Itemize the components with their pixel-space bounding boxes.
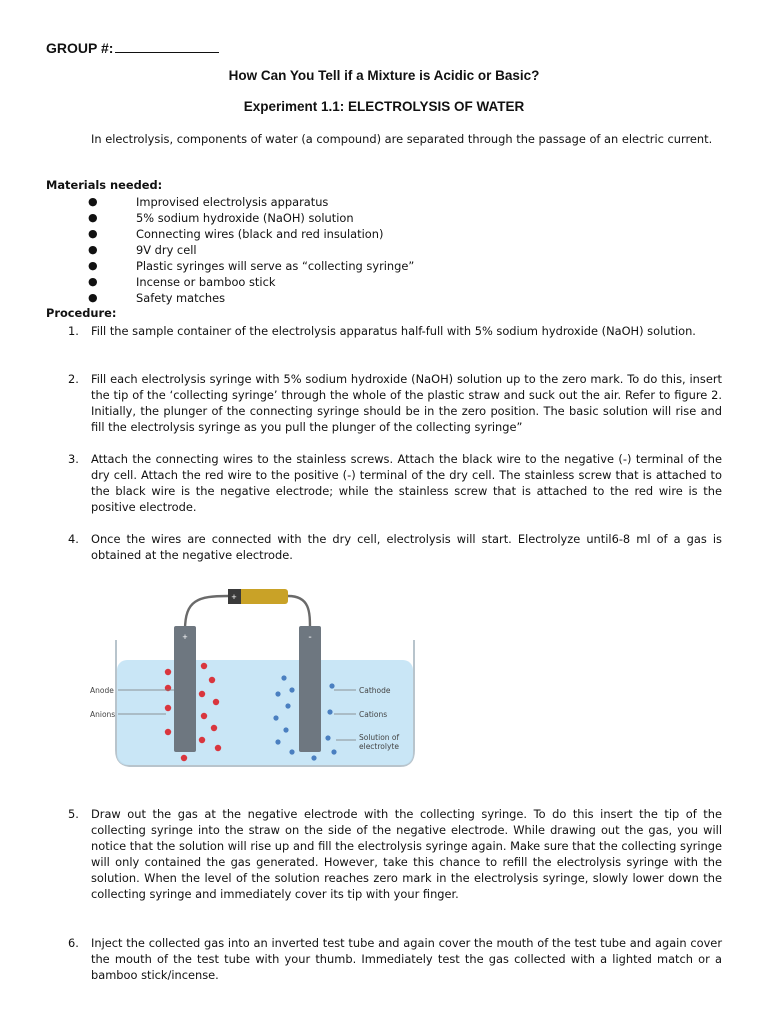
list-item: ● Plastic syringes will serve as “collecting syringe” xyxy=(88,259,415,273)
materials-list xyxy=(88,194,414,306)
step-number: 3. xyxy=(68,452,79,466)
group-blank xyxy=(115,40,219,53)
electrolysis-figure xyxy=(88,582,428,778)
step-text: Fill the sample container of the electrolysis apparatus half-full with 5% sodium hydroxide (NaOH) solution. xyxy=(91,324,696,338)
anode-label: Anode xyxy=(90,686,114,695)
procedure-step-5 xyxy=(46,806,722,902)
procedure-step-4 xyxy=(46,531,722,563)
solution-label-line1: Solution of xyxy=(359,733,400,742)
bullet-icon: ● xyxy=(88,275,98,288)
cathode-label: Cathode xyxy=(359,686,391,695)
anode-electrode xyxy=(174,626,196,752)
bullet-icon: ● xyxy=(88,195,98,208)
step-number: 6. xyxy=(68,936,79,950)
cations-label: Cations xyxy=(359,710,388,719)
list-item: ● Connecting wires (black and red insulation) xyxy=(88,227,384,241)
intro-paragraph: In electrolysis, components of water (a compound) are separated through the passage of an electric current. xyxy=(91,132,713,146)
procedure-step-1 xyxy=(46,323,722,339)
anions-label: Anions xyxy=(90,710,116,719)
procedure-step-2 xyxy=(46,371,722,435)
solution-label-line2: electrolyte xyxy=(359,742,399,751)
step-number: 5. xyxy=(68,807,79,821)
step-number: 4. xyxy=(68,532,79,546)
bullet-icon: ● xyxy=(88,243,98,256)
bullet-icon: ● xyxy=(88,291,98,304)
step-text: Once the wires are connected with the dry cell, electrolysis will start. Electrolyze until6-8 ml of a gas is obtained at the negative electrode. xyxy=(91,532,722,562)
list-item: ● Improvised electrolysis apparatus xyxy=(88,195,329,209)
materials-heading: Materials needed: xyxy=(46,178,163,192)
svg-text:+: + xyxy=(231,592,237,602)
bullet-icon: ● xyxy=(88,227,98,240)
group-label: GROUP #: xyxy=(46,40,114,56)
svg-text:-: - xyxy=(308,632,312,643)
bullet-icon: ● xyxy=(88,211,98,224)
step-number: 2. xyxy=(68,372,79,386)
bullet-icon: ● xyxy=(88,259,98,272)
step-text: Attach the connecting wires to the stainless screws. Attach the black wire to the negative (-) terminal of the dry cell. Attach the red wire to the positive (-) terminal of the dry cell. The stainless screw that is attached to the black wire is the negative electrode; while the stainless screw that is attached to the red wire is the positive electrode. xyxy=(91,452,722,514)
list-item: ● Safety matches xyxy=(88,291,226,305)
step-text: Draw out the gas at the negative electrode with the collecting syringe. To do this insert the tip of the collecting syringe into the straw on the side of the negative electrode. While drawing out the gas, you will notice that the solution will rise up and fill the electrolysis syringe again. Make sure that the collecting syringe will only contained the gas generated. However, take this chance to refill the electrolysis syringe with the solution. When the level of the solution reaches zero mark in the electrolysis syringe, slowly lower down the collecting syringe and immediately cover its tip with your finger. xyxy=(91,807,722,901)
cathode-electrode xyxy=(299,626,321,752)
procedure-heading: Procedure: xyxy=(46,306,117,320)
list-item: ● 5% sodium hydroxide (NaOH) solution xyxy=(88,211,354,225)
step-number: 1. xyxy=(68,324,79,338)
list-item: ● Incense or bamboo stick xyxy=(88,275,276,289)
list-item: ● 9V dry cell xyxy=(88,243,197,257)
step-text: Fill each electrolysis syringe with 5% sodium hydroxide (NaOH) solution up to the zero mark. To do this, insert the tip of the ‘collecting syringe’ through the whole of the plastic straw and suck out the air. Refer to figure 2. Initially, the plunger of the connecting syringe should be in the zero position. The basic solution will rise and fill the electrolysis syringe as you pull the plunger of the collecting syringe” xyxy=(91,372,722,434)
group-number-line xyxy=(46,40,219,56)
svg-text:+: + xyxy=(182,632,188,642)
step-text: Inject the collected gas into an inverted test tube and again cover the mouth of the test tube and again cover the mouth of the test tube with your thumb. Immediately test the gas collected with a lighted match or a bamboo stick/incense. xyxy=(91,936,722,982)
procedure-step-3 xyxy=(46,451,722,515)
worksheet-title: How Can You Tell if a Mixture is Acidic or Basic? xyxy=(228,68,540,83)
procedure-step-6 xyxy=(46,935,722,983)
experiment-title: Experiment 1.1: ELECTROLYSIS OF WATER xyxy=(243,99,525,114)
